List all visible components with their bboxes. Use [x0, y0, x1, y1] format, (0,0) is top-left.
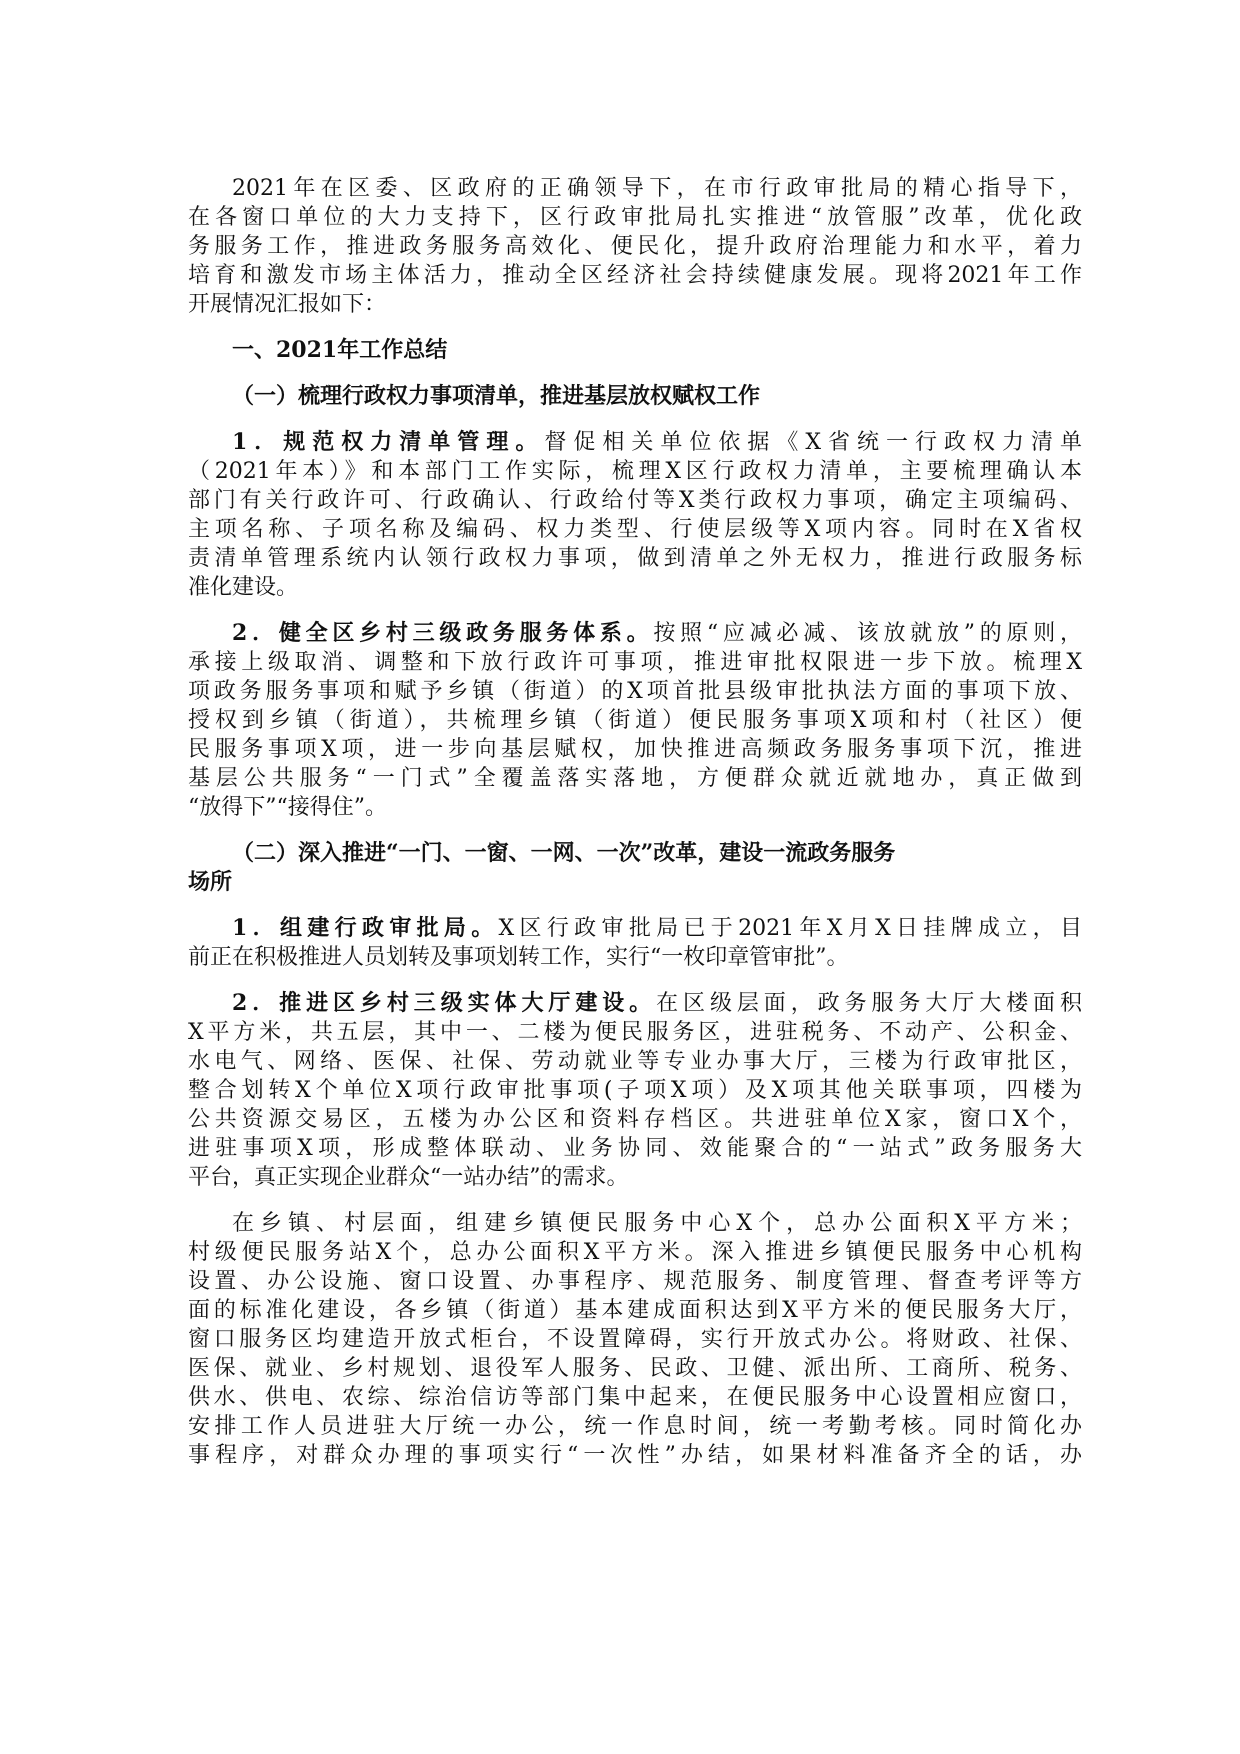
line-text: 项政务服务事项和赋予乡镇（街道）的X项首批县级审批执法方面的事项下放、 — [188, 679, 1082, 704]
line-text: 部门有关行政许可、行政确认、行政给付等X类行政权力事项，确定主项编码、 — [188, 488, 1082, 513]
text-line — [188, 1441, 1082, 1470]
text-line — [188, 1134, 1082, 1163]
text-line — [188, 203, 1082, 232]
line-text: 公共资源交易区，五楼为办公区和资料存档区。共进驻单位X家，窗口X个， — [188, 1107, 1082, 1132]
body-paragraph — [188, 174, 1082, 319]
section-heading — [188, 336, 1082, 365]
line-text: 设置、办公设施、窗口设置、办事程序、规范服务、制度管理、督查考评等方 — [188, 1269, 1082, 1294]
text-line — [188, 428, 1082, 457]
line-text: 事程序，对群众办理的事项实行“一次性”办结，如果材料准备齐全的话，办 — [188, 1443, 1082, 1468]
line-text: 安排工作人员进驻大厅统一办公，统一作息时间，统一考勤考核。同时简化办 — [188, 1414, 1082, 1439]
paragraph-lead: 2．推进区乡村三级实体大厅建设。 — [232, 990, 657, 1016]
line-text: 在各窗口单位的大力支持下，区行政审批局扎实推进“放管服”改革，优化政 — [188, 205, 1082, 230]
text-line — [188, 261, 1082, 290]
text-line — [188, 1267, 1082, 1296]
text-line — [188, 1296, 1082, 1325]
line-text: 承接上级取消、调整和下放行政许可事项，推进审批权限进一步下放。梳理X — [188, 650, 1082, 675]
line-text: 主项名称、子项名称及编码、权力类型、行使层级等X项内容。同时在X省权 — [188, 517, 1082, 542]
line-text: 面的标准化建设，各乡镇（街道）基本建成面积达到X平方米的便民服务大厅， — [188, 1298, 1082, 1323]
text-line — [188, 457, 1082, 486]
body-paragraph — [188, 619, 1082, 822]
line-text: 在乡镇、村层面，组建乡镇便民服务中心X个，总办公面积X平方米； — [232, 1211, 1082, 1236]
line-text: （一）梳理行政权力事项清单，推进基层放权赋权工作 — [232, 383, 761, 409]
body-paragraph — [188, 989, 1082, 1192]
body-paragraph — [188, 1209, 1082, 1470]
line-text: 培育和激发市场主体活力，推动全区经济社会持续健康发展。现将2021年工作 — [188, 263, 1082, 288]
text-line — [188, 735, 1082, 764]
line-text: 基层公共服务“一门式”全覆盖落实落地，方便群众就近就地办，真正做到 — [188, 766, 1082, 791]
text-line — [188, 1238, 1082, 1267]
line-text: 2021年在区委、区政府的正确领导下，在市行政审批局的精心指导下， — [232, 176, 1082, 201]
text-line — [188, 793, 1082, 822]
text-line — [188, 1018, 1082, 1047]
paragraph-lead: 1．组建行政审批局。 — [232, 915, 499, 941]
text-line — [188, 1354, 1082, 1383]
line-text: （二）深入推进“一门、一窗、一网、一次”改革，建设一流政务服务 — [232, 840, 896, 866]
text-line — [188, 515, 1082, 544]
line-text: 一、2021年工作总结 — [232, 337, 448, 363]
line-text: X区行政审批局已于2021年X月X日挂牌成立，目 — [498, 916, 1082, 941]
line-text: 责清单管理系统内认领行政权力事项，做到清单之外无权力，推进行政服务标 — [188, 546, 1082, 571]
body-paragraph — [188, 428, 1082, 602]
text-line — [188, 989, 1082, 1018]
document-page — [188, 174, 1082, 1487]
line-text: 开展情况汇报如下： — [188, 292, 387, 317]
line-text: 督促相关单位依据《X省统一行政权力清单 — [544, 430, 1083, 455]
text-line — [188, 1105, 1082, 1134]
line-text: 按照“应减必减、该放就放”的原则， — [653, 621, 1082, 646]
line-text: 村级便民服务站X个，总办公面积X平方米。深入推进乡镇便民服务中心机构 — [188, 1240, 1082, 1265]
text-line — [188, 648, 1082, 677]
text-line — [188, 706, 1082, 735]
text-line — [188, 544, 1082, 573]
text-line — [188, 943, 1082, 972]
text-line — [188, 290, 1082, 319]
text-line — [188, 1412, 1082, 1441]
line-text: 平台，真正实现企业群众“一站办结”的需求。 — [188, 1165, 629, 1190]
text-line — [188, 336, 1082, 365]
line-text: 授权到乡镇（街道），共梳理乡镇（街道）便民服务事项X项和村（社区）便 — [188, 708, 1082, 733]
line-text: 前正在积极推进人员划转及事项划转工作，实行“一枚印章管审批”。 — [188, 945, 849, 970]
line-text: X平方米，共五层，其中一、二楼为便民服务区，进驻税务、不动产、公积金、 — [188, 1020, 1082, 1045]
line-text: 民服务事项X项，进一步向基层赋权，加快推进高频政务服务事项下沉，推进 — [188, 737, 1082, 762]
text-line — [188, 839, 1082, 868]
text-line — [188, 174, 1082, 203]
line-text: 在区级层面，政务服务大厅大楼面积 — [656, 991, 1082, 1016]
text-line — [188, 1163, 1082, 1192]
text-line — [188, 764, 1082, 793]
text-line — [188, 486, 1082, 515]
line-text: 场所 — [188, 869, 233, 895]
line-text: 务服务工作，推进政务服务高效化、便民化，提升政府治理能力和水平，着力 — [188, 234, 1082, 259]
text-line — [188, 1209, 1082, 1238]
paragraph-lead: 2．健全区乡村三级政务服务体系。 — [232, 620, 654, 646]
line-text: 整合划转X个单位X项行政审批事项(子项X项）及X项其他关联事项，四楼为 — [188, 1078, 1082, 1103]
line-text: 窗口服务区均建造开放式柜台，不设置障碍，实行开放式办公。将财政、社保、 — [188, 1327, 1082, 1352]
section-heading — [188, 839, 1082, 897]
body-paragraph — [188, 914, 1082, 972]
text-line — [188, 1383, 1082, 1412]
text-line — [188, 1325, 1082, 1354]
text-line — [188, 573, 1082, 602]
text-line — [188, 914, 1082, 943]
text-line — [188, 868, 1082, 897]
text-line — [188, 1076, 1082, 1105]
text-line — [188, 232, 1082, 261]
line-text: 水电气、网络、医保、社保、劳动就业等专业办事大厅，三楼为行政审批区， — [188, 1049, 1082, 1074]
line-text: 医保、就业、乡村规划、退役军人服务、民政、卫健、派出所、工商所、税务、 — [188, 1356, 1082, 1381]
text-line — [188, 619, 1082, 648]
line-text: 进驻事项X项，形成整体联动、业务协同、效能聚合的“一站式”政务服务大 — [188, 1136, 1082, 1161]
section-heading — [188, 382, 1082, 411]
line-text: “放得下”“接得住”。 — [188, 795, 387, 820]
text-line — [188, 382, 1082, 411]
paragraph-lead: 1．规范权力清单管理。 — [232, 429, 545, 455]
line-text: 准化建设。 — [188, 575, 299, 600]
line-text: 供水、供电、农综、综治信访等部门集中起来，在便民服务中心设置相应窗口， — [188, 1385, 1082, 1410]
text-line — [188, 1047, 1082, 1076]
text-line — [188, 677, 1082, 706]
line-text: （2021年本）》和本部门工作实际，梳理X区行政权力清单，主要梳理确认本 — [188, 459, 1082, 484]
